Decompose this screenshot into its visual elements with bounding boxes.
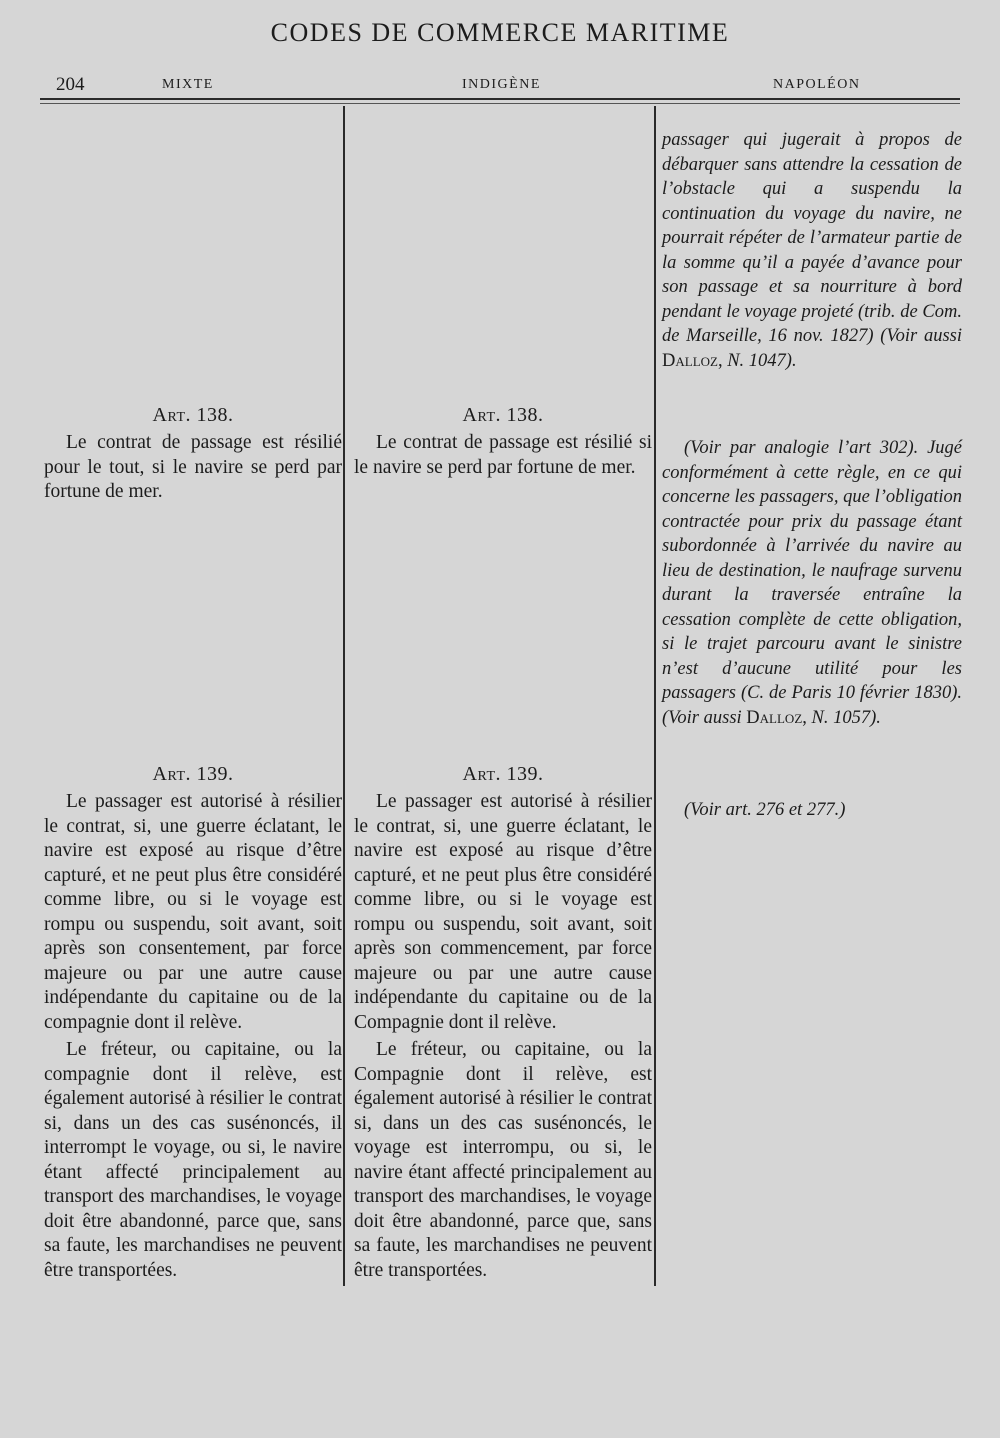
continued-note-body: passager qui jugerait à propos de débarquer sans attendre la cessation de l’obstacle qui a suspendu la continuation du voyage du navire, ne pourrait répéter de l’armateur partie de la somme qu’il a payée d’avance pour son passage et sa nourriture à bord pendant le voyage projeté (trib. de Com. de Marseille, 16 nov. 1827) (Voir aussi (662, 130, 962, 346)
article-text: Le contrat de passage est résilié pour le tout, si le navire se perd par fortune de mer. (44, 432, 342, 502)
column-divider-right (654, 106, 656, 1286)
article-paragraph-2: Le fréteur, ou capitaine, ou la Compagnie dont il relève, est également autorisé à résilier le contrat si, dans un des cas susénoncés, le voyage est interrompu, ou si, le navire étant affecté principalement au transport des marchandises, le voyage doit être abandonné, parce que, sans sa faute, les marchandises ne peuvent être transportées. (354, 1039, 652, 1281)
note-author: Dalloz, (746, 707, 807, 728)
article-paragraph-1: Le passager est autorisé à résilier le contrat, si, une guerre éclatant, le navire est exposé au risque d’être capturé, et ne peut plus être considéré comme libre, ou si le voyage est rompu ou suspendu, soit avant, soit après son consentement, par force majeure ou par une autre cause indépendante du capitaine ou de la compagnie dont il relève. (44, 791, 342, 1033)
article-heading: Art. 138. (462, 404, 544, 426)
napoleon-note-138 (662, 436, 962, 730)
indigene-article-138 (354, 404, 652, 480)
continued-note-text (662, 128, 962, 373)
indigene-article-139 (354, 763, 652, 1283)
article-heading: Art. 139. (462, 763, 544, 785)
header-rule-thick (40, 98, 960, 100)
article-text: Le contrat de passage est résilié si le navire se perd par fortune de mer. (354, 432, 652, 478)
page-title: CODES DE COMMERCE MARITIME (270, 18, 730, 47)
continued-note-ref: N. 1047). (722, 350, 797, 371)
article-paragraph-2: Le fréteur, ou capitaine, ou la compagnie dont il relève, est également autorisé à résilier le contrat si, dans un des cas susénoncés, il interrompt le voyage, ou si, le navire étant affecté principalement au transport des marchandises, le voyage doit être abandonné, parce que, sans sa faute, les marchandises ne peuvent être transportées. (44, 1039, 342, 1281)
article-paragraph-1: Le passager est autorisé à résilier le contrat, si, une guerre éclatant, le navire est exposé au risque d’être capturé, et ne peut plus être considéré comme libre, ou si le voyage est rompu ou suspendu, soit avant, soit après son commencement, par force majeure ou par une autre cause indépendante du capitaine ou de la Compagnie dont il relève. (354, 791, 652, 1033)
note-text: (Voir art. 276 et 277.) (684, 800, 846, 820)
column-header-napoleon: NAPOLÉON (773, 77, 861, 92)
article-heading: Art. 139. (152, 763, 234, 785)
mixte-article-139 (44, 763, 342, 1283)
page-number: 204 (56, 74, 85, 95)
note-ref: N. 1057). (806, 707, 881, 728)
article-heading: Art. 138. (152, 404, 234, 426)
continued-note-author: Dalloz, (662, 350, 723, 371)
note-body: (Voir par analogie l’art 302). Jugé conformément à cette règle, en ce qui concerne les passagers, que l’obligation contractée pour prix du passage étant subordonnée à l’arrivée du navire au lieu de destination, le naufrage survenu durant la traversée entraîne la cessation complète de cette obligation, si le trajet parcouru avant le sinistre n’est d’aucune utilité pour les passagers (C. de Paris 10 février 1830). (Voir aussi (662, 438, 962, 728)
column-header-mixte: MIXTE (162, 77, 214, 92)
napoleon-note-139 (662, 798, 962, 823)
header-rule-thin (40, 103, 960, 104)
napoleon-continued-note (662, 128, 962, 373)
column-divider-left (343, 106, 345, 1286)
note-text (662, 436, 962, 730)
mixte-article-138 (44, 404, 342, 505)
column-header-indigene: INDIGÈNE (462, 77, 541, 92)
column-header-row (0, 74, 1000, 96)
